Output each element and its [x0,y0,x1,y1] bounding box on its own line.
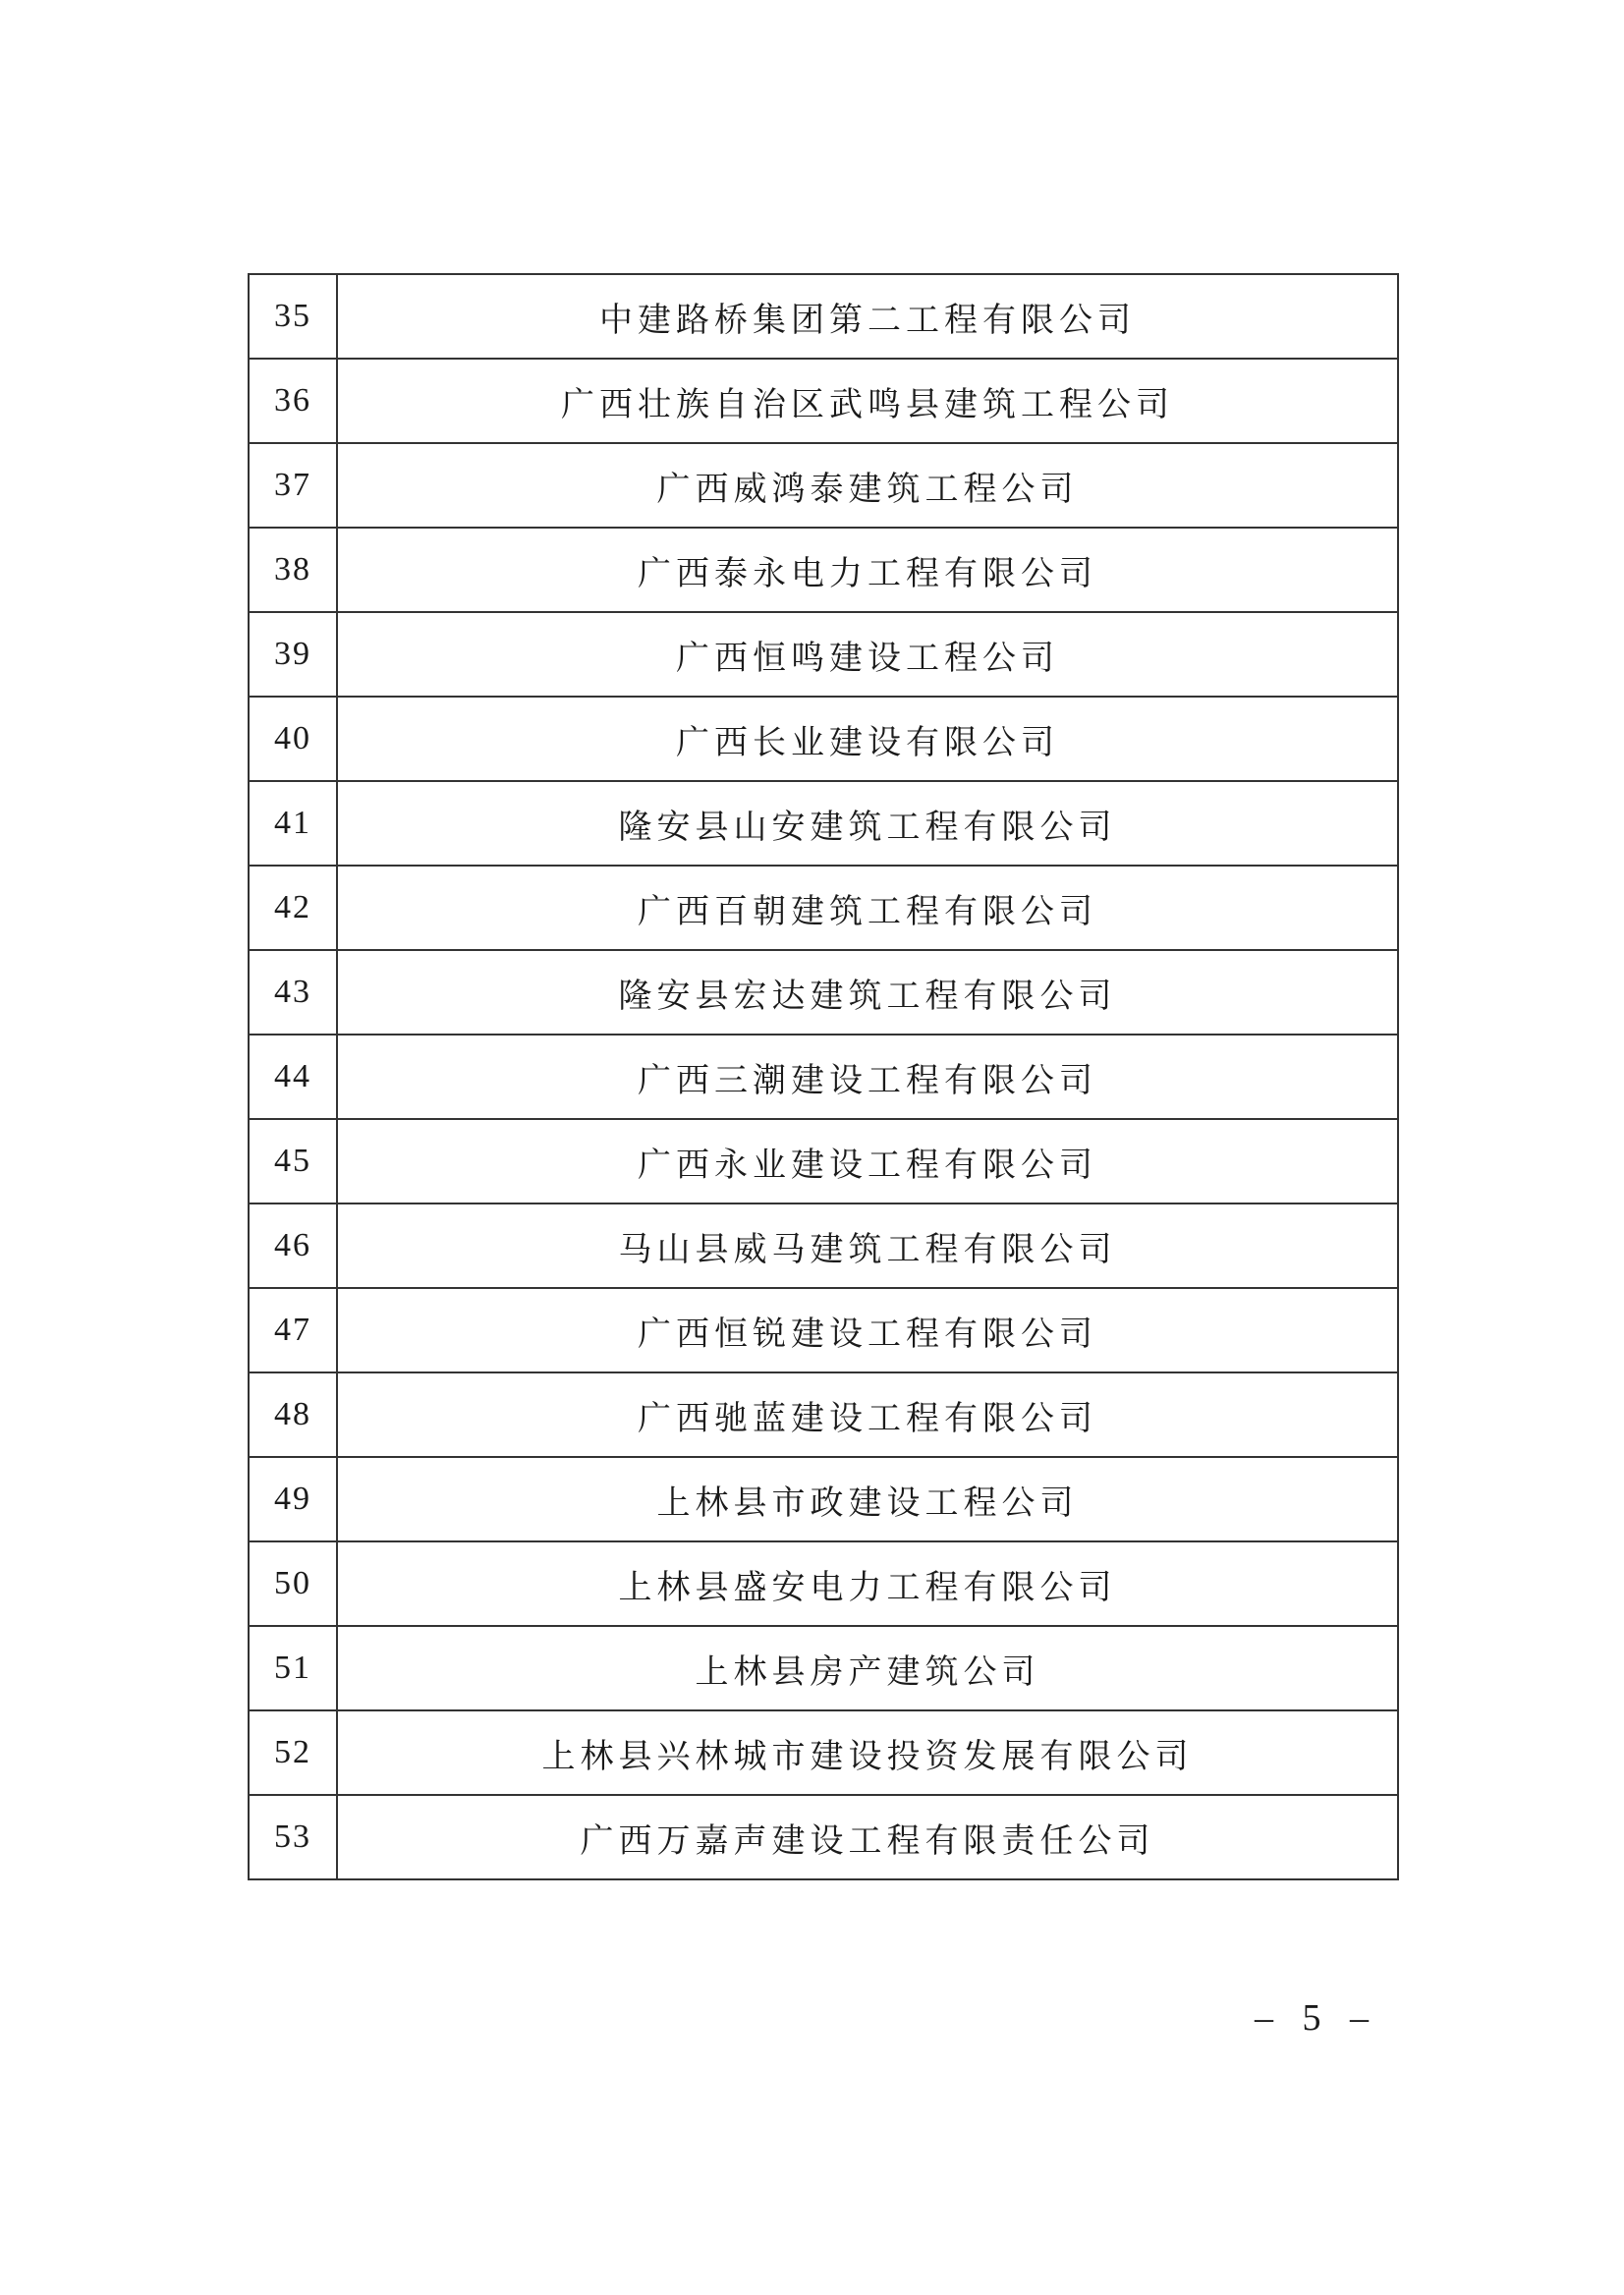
table-row [249,359,1398,443]
row-number: 36 [249,359,337,443]
page-number: – 5 – [1255,1997,1378,2039]
company-name: 上林县兴林城市建设投资发展有限公司 [337,1710,1398,1795]
company-name: 广西恒鸣建设工程公司 [337,612,1398,697]
row-number: 50 [249,1541,337,1626]
company-name: 广西百朝建筑工程有限公司 [337,866,1398,950]
table-row [249,1710,1398,1795]
row-number: 45 [249,1119,337,1203]
table-row [249,274,1398,359]
table-row [249,1457,1398,1541]
company-name: 上林县房产建筑公司 [337,1626,1398,1710]
row-number: 51 [249,1626,337,1710]
table-row [249,1372,1398,1457]
table-row [249,697,1398,781]
row-number: 41 [249,781,337,866]
company-name: 广西永业建设工程有限公司 [337,1119,1398,1203]
row-number: 42 [249,866,337,950]
company-name: 广西恒锐建设工程有限公司 [337,1288,1398,1372]
row-number: 48 [249,1372,337,1457]
company-name: 广西三潮建设工程有限公司 [337,1035,1398,1119]
row-number: 35 [249,274,337,359]
company-name: 上林县市政建设工程公司 [337,1457,1398,1541]
company-name: 广西壮族自治区武鸣县建筑工程公司 [337,359,1398,443]
company-name: 中建路桥集团第二工程有限公司 [337,274,1398,359]
company-name: 广西泰永电力工程有限公司 [337,528,1398,612]
row-number: 49 [249,1457,337,1541]
company-name: 广西长业建设有限公司 [337,697,1398,781]
row-number: 46 [249,1203,337,1288]
table-row [249,443,1398,528]
table-row [249,1541,1398,1626]
company-name: 广西驰蓝建设工程有限公司 [337,1372,1398,1457]
row-number: 37 [249,443,337,528]
company-name: 隆安县山安建筑工程有限公司 [337,781,1398,866]
table-body [249,274,1398,1879]
table-row [249,1035,1398,1119]
row-number: 38 [249,528,337,612]
row-number: 43 [249,950,337,1035]
table-row [249,781,1398,866]
row-number: 47 [249,1288,337,1372]
table-row [249,1795,1398,1879]
table-row [249,950,1398,1035]
table-row [249,1203,1398,1288]
table-row [249,1288,1398,1372]
row-number: 39 [249,612,337,697]
table-row [249,1119,1398,1203]
company-name: 隆安县宏达建筑工程有限公司 [337,950,1398,1035]
company-name: 上林县盛安电力工程有限公司 [337,1541,1398,1626]
row-number: 40 [249,697,337,781]
company-name: 广西威鸿泰建筑工程公司 [337,443,1398,528]
table-row [249,1626,1398,1710]
company-list-table [248,273,1399,1880]
table-row [249,612,1398,697]
table-row [249,528,1398,612]
table-row [249,866,1398,950]
row-number: 44 [249,1035,337,1119]
row-number: 52 [249,1710,337,1795]
company-name: 马山县威马建筑工程有限公司 [337,1203,1398,1288]
row-number: 53 [249,1795,337,1879]
company-name: 广西万嘉声建设工程有限责任公司 [337,1795,1398,1879]
company-list-table-wrapper [248,273,1399,1880]
